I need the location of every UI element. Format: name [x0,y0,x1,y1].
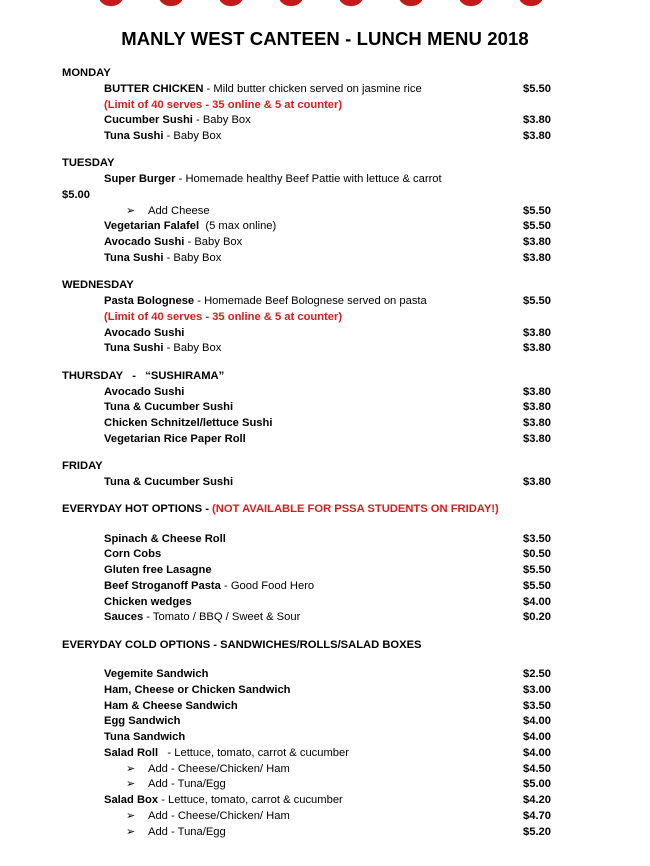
item-price: $4.00 [523,731,551,744]
item-name: Egg Sandwich [104,715,181,728]
arrow-bullet-icon: ➢ [126,825,136,838]
item-name: Avocado Sushi [104,326,185,339]
item-description: - Good Food Hero [220,579,315,592]
item-name: Tuna Sandwich [104,731,186,744]
item-name: Salad Roll [104,746,159,759]
section-heading-hot: EVERYDAY HOT OPTIONS - [62,503,213,516]
item-price: $0.20 [523,611,551,624]
addon-label: Add - Cheese/Chicken/ Ham [148,809,290,822]
item-name: Beef Stroganoff Pasta [104,579,221,592]
menu-item-row [0,610,650,626]
item-name: Vegetarian Rice Paper Roll [104,432,246,445]
item-description: - Lettuce, tomato, carrot & cucumber [158,794,343,807]
item-name: Spinach & Cheese Roll [104,532,226,545]
wednesday-heading-row [0,278,650,294]
addon-row [0,809,650,825]
item-name: Chicken Schnitzel/lettuce Sushi [104,417,273,430]
item-description: - Homemade healthy Beef Pattie with lettuce & carrot [175,173,442,186]
item-name: Salad Box [104,794,159,807]
page-title: MANLY WEST CANTEEN - LUNCH MENU 2018 [121,28,529,49]
menu-item-row [0,595,650,611]
menu-item-row [0,667,650,683]
item-name: Tuna & Cucumber Sushi [104,476,234,488]
addon-label: Add Cheese [148,204,210,217]
item-description: - Lettuce, tomato, carrot & cucumber [158,746,349,759]
limit-note-row [0,310,650,326]
menu-item-row [0,129,650,145]
item-price: $3.80 [523,432,551,445]
limit-note-row [0,98,650,114]
addon-label: Add - Tuna/Egg [148,825,226,838]
item-price: $5.50 [523,82,551,95]
item-description: - Baby Box [163,251,222,264]
menu-item-row [0,699,650,715]
item-price: $3.80 [523,236,551,249]
menu-item-row [0,730,650,746]
menu-item-row [0,172,650,188]
item-price: $3.80 [523,326,551,339]
addon-row [0,762,650,778]
item-name: Tuna Sushi [104,130,164,142]
day-heading-tuesday: TUESDAY [62,157,115,170]
menu-item-row [0,82,650,98]
friday-heading-row [0,459,650,475]
menu-item-row [0,563,650,579]
pssa-warning: (NOT AVAILABLE FOR PSSA STUDENTS ON FRIDAY!) [212,503,499,516]
addon-price: $5.50 [523,204,551,217]
item-price: $3.50 [523,699,551,712]
item-price: $4.00 [523,746,551,759]
item-price: $4.00 [523,715,551,728]
item-price: $3.80 [523,476,551,488]
menu-item-row [0,235,650,251]
menu-item-row [0,385,650,401]
menu-item-row [0,219,650,235]
item-name: Tuna Sushi [104,342,164,355]
item-price: $5.50 [523,579,551,592]
tuesday-heading-row [0,156,650,172]
item-name: Tuna Sushi [104,251,164,264]
wrapped-price-row [0,188,650,204]
cold-options-heading-row [0,638,650,654]
item-description: - Baby Box [163,342,222,355]
item-price: $0.50 [523,548,551,561]
addon-price: $5.20 [523,825,551,838]
item-price: $4.20 [523,794,551,807]
item-name: Cucumber Sushi [104,114,193,127]
item-price: $5.00 [62,188,90,201]
item-description: - Tomato / BBQ / Sweet & Sour [143,611,301,624]
menu-item-row [0,793,650,809]
menu-item-row [0,547,650,563]
item-price: $3.50 [523,532,551,545]
top-decoration [0,0,650,10]
item-name: Avocado Sushi [104,236,185,249]
hot-options-heading-row [0,502,650,518]
item-price: $3.80 [523,385,551,398]
item-name: Vegetarian Falafel [104,220,200,233]
item-name: Avocado Sushi [104,385,185,398]
day-heading-monday: MONDAY [62,67,111,79]
item-price: $3.80 [523,401,551,414]
item-price: $5.50 [523,220,551,233]
item-price: $5.50 [523,564,551,577]
item-name: BUTTER CHICKEN [104,82,204,95]
addon-row [0,777,650,793]
item-price: $3.00 [523,683,551,696]
addon-label: Add - Tuna/Egg [148,778,226,791]
item-description: - Baby Box [192,114,251,127]
menu-item-row [0,746,650,762]
menu-item-row [0,579,650,595]
menu-item-row [0,532,650,548]
addon-row [0,825,650,841]
item-name: Ham, Cheese or Chicken Sandwich [104,683,291,696]
item-name: Gluten free Lasagne [104,564,212,577]
item-price: $2.50 [523,668,551,681]
addon-price: $4.70 [523,809,551,822]
addon-row [0,204,650,220]
item-price: $3.80 [523,251,551,264]
menu-item-row [0,400,650,416]
day-heading-wednesday: WEDNESDAY [62,279,134,292]
arrow-bullet-icon: ➢ [126,778,136,791]
menu-item-row [0,416,650,432]
item-price: $3.80 [523,342,551,355]
item-description: (5 max online) [199,220,277,233]
item-price: $5.50 [523,295,551,308]
item-description: - Mild butter chicken served on jasmine rice [203,82,422,95]
section-heading-cold: EVERYDAY COLD OPTIONS - SANDWICHES/ROLLS/SALAD BOXES [62,638,422,651]
monday-heading-row [0,66,650,82]
item-name: Pasta Bolognese [104,295,195,308]
menu-item-row [0,432,650,448]
arrow-bullet-icon: ➢ [126,809,136,822]
menu-item-row [0,294,650,310]
limit-note: (Limit of 40 serves - 35 online & 5 at counter) [104,98,343,111]
item-name: Tuna & Cucumber Sushi [104,401,234,414]
item-name: Chicken wedges [104,595,192,608]
item-description: - Homemade Beef Bolognese served on pasta [194,295,427,308]
item-name: Sauces [104,611,144,624]
thursday-heading-row [0,369,650,385]
menu-item-row [0,113,650,129]
menu-item-row [0,475,650,491]
item-price: $3.80 [523,114,551,127]
menu-item-row [0,341,650,357]
item-name: Vegemite Sandwich [104,668,209,681]
menu-item-row [0,714,650,730]
arrow-bullet-icon: ➢ [126,204,136,217]
day-heading-thursday: THURSDAY - “SUSHIRAMA” [62,369,225,382]
menu-item-row [0,683,650,699]
addon-price: $4.50 [523,762,551,775]
item-description: - Baby Box [184,236,243,249]
menu-item-row [0,326,650,342]
limit-note: (Limit of 40 serves - 35 online & 5 at counter) [104,310,343,323]
day-heading-friday: FRIDAY [62,460,103,473]
item-price: $4.00 [523,595,551,608]
item-name: Ham & Cheese Sandwich [104,699,238,712]
item-name: Super Burger [104,173,176,186]
addon-label: Add - Cheese/Chicken/ Ham [148,762,290,775]
menu-item-row [0,251,650,267]
addon-price: $5.00 [523,778,551,791]
item-name: Corn Cobs [104,548,162,561]
item-price: $3.80 [523,417,551,430]
item-description: - Baby Box [163,130,222,142]
arrow-bullet-icon: ➢ [126,762,136,775]
menu-content [0,66,650,840]
item-price: $3.80 [523,130,551,142]
